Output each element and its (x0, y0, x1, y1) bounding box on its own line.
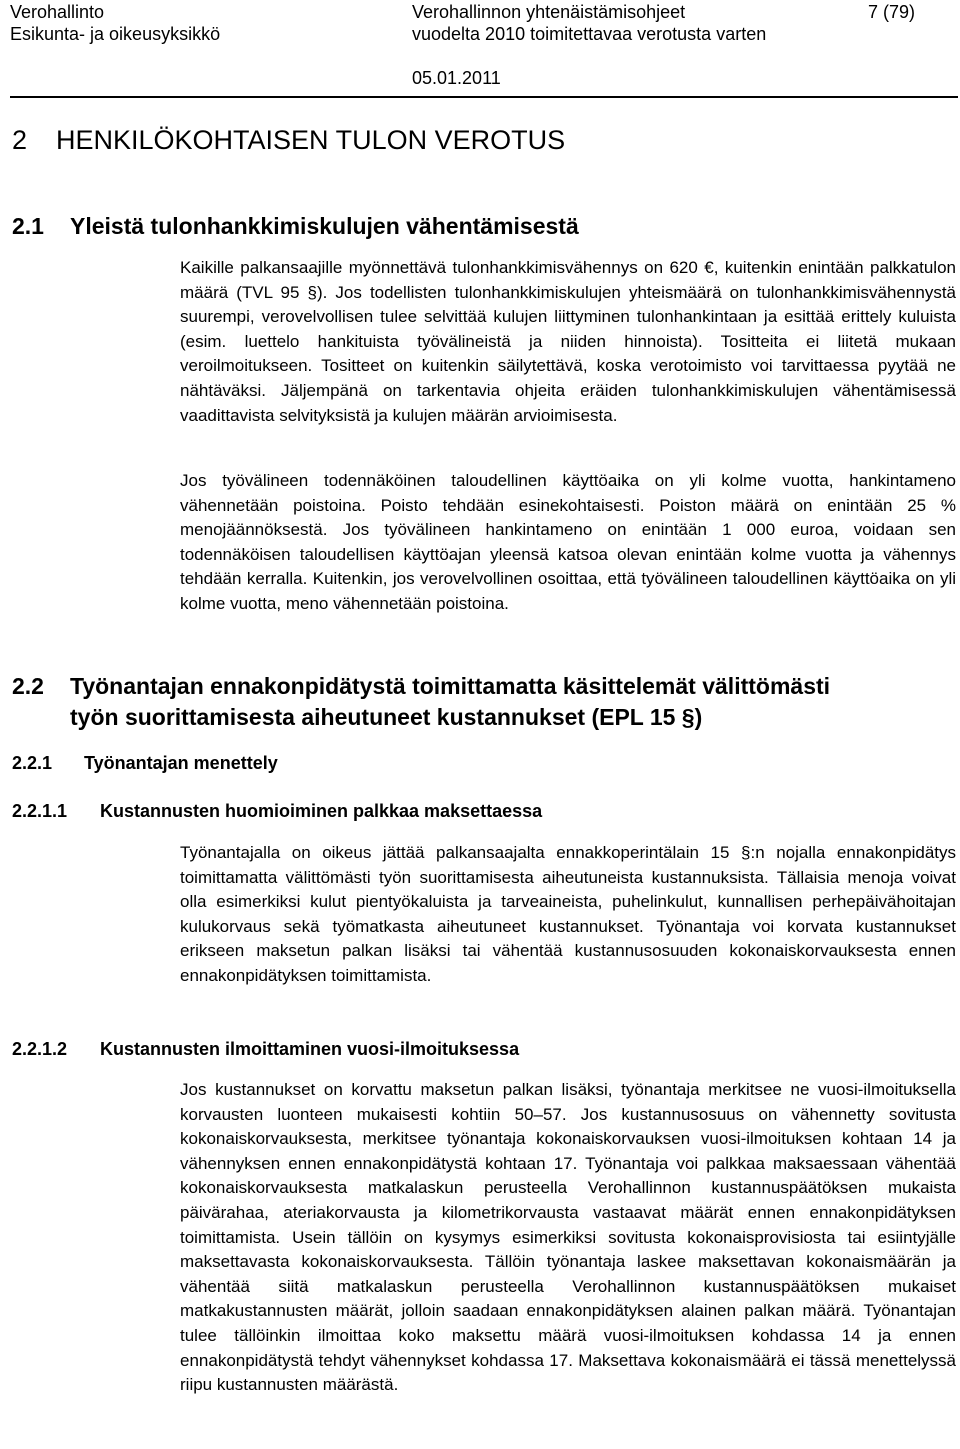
section-number: 2.2.1.2 (12, 1039, 68, 1059)
section-number: 2 (12, 125, 28, 155)
section-2-2-1-2-paragraph (180, 1078, 956, 1398)
section-2-1-paragraph-2 (180, 469, 956, 617)
header-divider (10, 96, 958, 98)
section-number: 2.2.1.1 (12, 801, 68, 821)
section-2-2-1-1-paragraph (180, 841, 956, 989)
section-number: 2.2.1 (12, 753, 53, 773)
header-unit: Esikunta- ja oikeusyksikkö (10, 24, 221, 44)
paragraph: Jos työvälineen todennäköinen taloudellinen käyttöaika on yli kolme vuotta, hankintameno vähennetään poistoina. Poisto tehdään esinekohtaisesti. Poiston määrä on enintään 25 % menojäännöksestä. Jos työvälineen hankintameno on enintään 1 000 euroa, voidaan sen todennäköisen taloudellisen käyttöajan yleensä katsoa olevan enintään kolme vuotta ja vähennys tehdään kerralla. Kuitenkin, jos verovelvollinen osoittaa, että työvälineen taloudellinen käyttöaika on yli kolme vuotta, meno vähennetään poistoina. (180, 471, 956, 613)
header-page-number: 7 (79) (868, 2, 916, 22)
header-org: Verohallinto (10, 2, 105, 22)
paragraph: Työnantajalla on oikeus jättää palkansaajalta ennakkoperintälain 15 §:n nojalla ennakonpidätys toimittamatta välittömästi työn suorittamisesta aiheutuneista kustannuksista. Tällaisia menoja voivat olla esimerkiksi kulut pientyökaluista ja tarveaineista, puhelinkulut, kunnallisen perhepäivähoitajan kulukorvaus sekä työmatkasta aiheutuneet kustannukset. Työnantaja voi korvata kustannukset erikseen maksetun palkan lisäksi tai vähentää kustannusosuuden kokonaiskorvauksesta ennen ennakonpidätyksen toimittamista. (180, 843, 956, 985)
header-date: 05.01.2011 (412, 68, 501, 88)
paragraph: Kaikille palkansaajille myönnettävä tulonhankkimisvähennys on 620 €, kuitenkin enintään palkkatulon määrä (TVL 95 §). Jos todellisten tulonhankkimiskulujen yhteismäärä on tulonhankkimisvähennystä suurempi, verovelvollisen tulee selvittää kulujen liittyminen tulonhankintaan ja esittää erittely kuluista (esim. luettelo hankituista työvälineistä ja niiden hinnoista). Tositteita ei liitetä mukaan veroilmoitukseen. Tositteet on kuitenkin säilytettävä, koska verotoimisto voi tarvittaessa pyytää ne nähtäväksi. Jäljempänä on tarkentavia ohjeita eräiden tulonhankkimiskulujen vähentämisessä vaadittavista selvityksistä ja kulujen määrän arvioimisesta. (180, 258, 956, 425)
section-number: 2.1 (12, 213, 44, 239)
section-number: 2.2 (12, 673, 44, 699)
section-title: Kustannusten huomioiminen palkkaa maksettaessa (100, 801, 543, 821)
section-2-2-heading (12, 670, 830, 702)
section-2-2-1-heading (12, 751, 278, 775)
section-2-1-paragraph-1 (180, 256, 956, 428)
section-2-2-1-2-heading (12, 1037, 519, 1061)
section-2-1-heading (12, 210, 579, 242)
section-2-heading (12, 124, 565, 156)
section-title: Kustannusten ilmoittaminen vuosi-ilmoituksessa (100, 1039, 520, 1059)
section-title: Työnantajan menettely (84, 753, 278, 773)
section-title-line-1: Työnantajan ennakonpidätystä toimittamatta käsittelemät välittömästi (70, 673, 831, 699)
paragraph: Jos kustannukset on korvattu maksetun palkan lisäksi, työnantaja merkitsee ne vuosi-ilmoituksella korvausten luonteen mukaisesti kohtiin 50–57. Jos kustannusosuus on vähennetty sovitusta kokonaiskorvauksesta, merkitsee työnantaja kokonaiskorvauksen vuosi-ilmoituksen kohtaan 14 ja vähennyksen ennen ennakonpidätystä kohtaan 17. Työnantaja voi palkkaa maksaessaan vähentää kokonaiskorvauksesta matkalaskun perusteella Verohallinnon kustannuspäätöksen mukaista päivärahaa, ateriakorvausta ja kilometrikorvausta vastaavat määrät ennen ennakonpidätyksen toimittamista. Usein tällöin on kysymys esimerkiksi sovitusta kokonaisprovisiosta tai esiintyjälle maksettavasta kokonaiskorvauksesta. Tällöin työnantaja laskee maksettavan kokonaismäärän ja vähentää siitä matkalaskun perusteella Verohallinnon kustannuspäätöksen mukaiset matkakustannusten määrät, jolloin saadaan ennakonpidätyksen alainen palkan määrä. Työnantajan tulee tällöinkin ilmoittaa koko maksettu määrä vuosi-ilmoituksen kohdassa 14 ja ennen ennakonpidätystä tehdyt vähennykset kohdassa 17. Maksettava kokonaismäärä ei tässä menettelyssä riipu kustannusten määrästä. (180, 1080, 956, 1395)
section-2-2-1-1-heading (12, 799, 542, 823)
header-title: Verohallinnon yhtenäistämisohjeet (412, 2, 686, 22)
header-subtitle: vuodelta 2010 toimitettavaa verotusta varten (412, 24, 767, 44)
section-2-2-heading-line-2: työn suorittamisesta aiheutuneet kustannukset (EPL 15 §) (70, 704, 703, 730)
section-title: Yleistä tulonhankkimiskulujen vähentämisestä (70, 213, 579, 239)
section-title: HENKILÖKOHTAISEN TULON VEROTUS (56, 125, 566, 155)
